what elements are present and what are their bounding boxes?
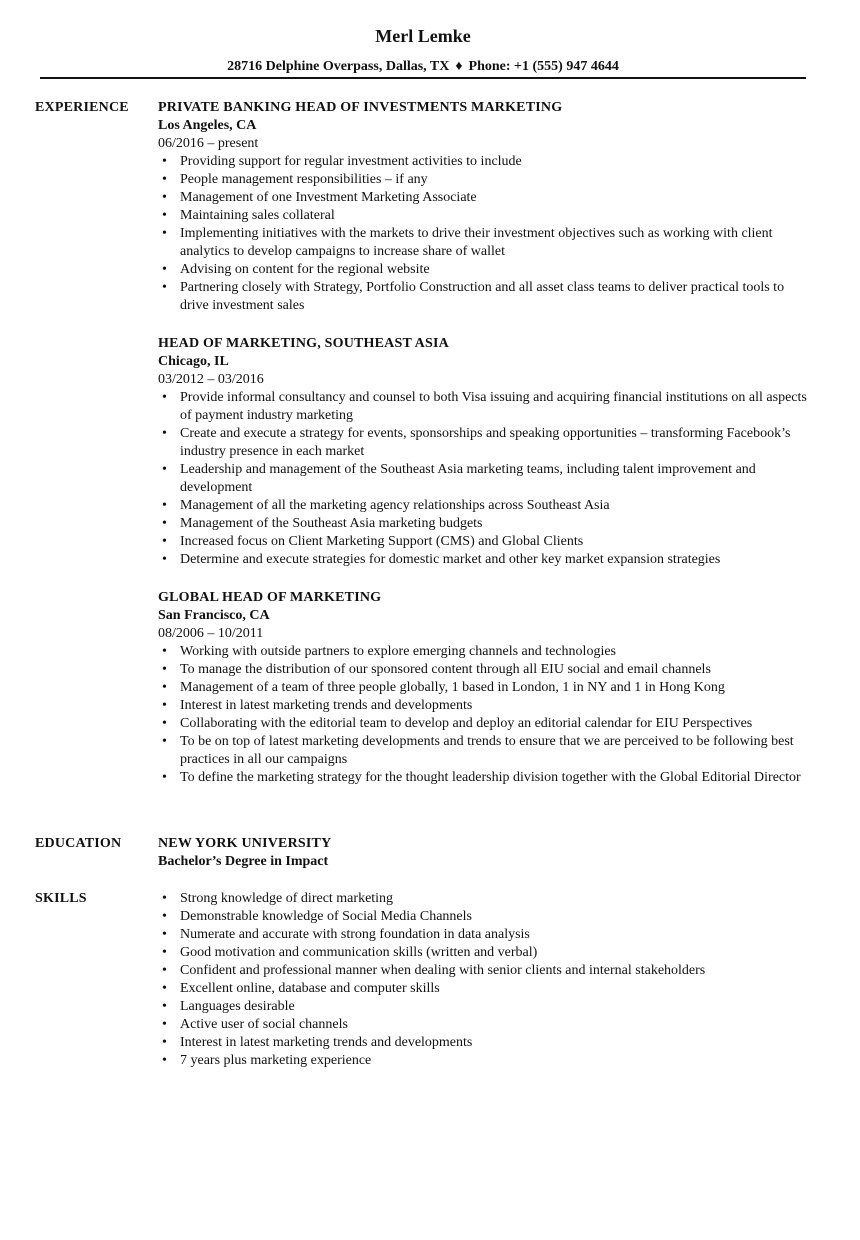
- list-item: [158, 998, 815, 1016]
- list-item: [158, 171, 815, 189]
- skill-text: Good motivation and communication skills (written and verbal): [180, 945, 538, 960]
- bullet-icon: •: [162, 909, 167, 924]
- job-title: HEAD OF MARKETING, SOUTHEAST ASIA: [158, 336, 449, 351]
- bullet-icon: •: [162, 462, 167, 477]
- list-item: [158, 643, 815, 661]
- experience-body: [158, 99, 815, 787]
- skill-text: Demonstrable knowledge of Social Media Channels: [180, 909, 472, 924]
- bullet-icon: •: [162, 734, 167, 749]
- list-item: [158, 769, 815, 787]
- list-item: [158, 497, 815, 515]
- list-item: [158, 661, 815, 679]
- bullet-icon: •: [162, 1053, 167, 1068]
- skill-text: Interest in latest marketing trends and developments: [180, 1035, 473, 1050]
- list-item: [158, 515, 815, 533]
- job-location: Los Angeles, CA: [158, 118, 257, 133]
- bullet-text: Working with outside partners to explore emerging channels and technologies: [180, 644, 617, 659]
- bullet-icon: •: [162, 999, 167, 1014]
- bullet-icon: •: [162, 963, 167, 978]
- bullet-icon: •: [162, 190, 167, 205]
- job-title: GLOBAL HEAD OF MARKETING: [158, 590, 382, 605]
- school-name: NEW YORK UNIVERSITY: [158, 836, 332, 851]
- address: 28716 Delphine Overpass, Dallas, TX: [227, 59, 450, 74]
- bullet-icon: •: [162, 516, 167, 531]
- list-item: [158, 1052, 815, 1070]
- bullet-icon: •: [162, 390, 167, 405]
- job-location: San Francisco, CA: [158, 608, 270, 623]
- skill-text: Strong knowledge of direct marketing: [180, 891, 394, 906]
- list-item: [158, 926, 815, 944]
- list-item: [158, 461, 815, 497]
- job-bullets: [158, 389, 815, 569]
- section-label-education: EDUCATION: [35, 836, 122, 851]
- list-item: [158, 1016, 815, 1034]
- skill-text: Numerate and accurate with strong foundation in data analysis: [180, 927, 530, 942]
- bullet-text: Interest in latest marketing trends and developments: [180, 698, 473, 713]
- list-item: [158, 697, 815, 715]
- bullet-text: Management of a team of three people globally, 1 based in London, 1 in NY and 1 in Hong Kong: [180, 680, 725, 695]
- bullet-text: Partnering closely with Strategy, Portfolio Construction and all asset class teams to deliver practical tools to drive investment sales: [180, 280, 785, 313]
- list-item: [158, 715, 815, 733]
- bullet-icon: •: [162, 498, 167, 513]
- bullet-text: To define the marketing strategy for the thought leadership division together with the Global Editorial Director: [180, 770, 801, 785]
- bullet-text: Management of all the marketing agency relationships across Southeast Asia: [180, 498, 610, 513]
- skill-text: Active user of social channels: [180, 1017, 348, 1032]
- bullet-text: Determine and execute strategies for domestic market and other key market expansion strategies: [180, 552, 721, 567]
- candidate-name: Merl Lemke: [375, 26, 471, 46]
- list-item: [158, 279, 815, 315]
- bullet-icon: •: [162, 280, 167, 295]
- education-section: [35, 835, 815, 871]
- resume-header: [0, 24, 846, 76]
- skills-section: [35, 890, 815, 1070]
- job-dates: 03/2012 – 03/2016: [158, 372, 264, 387]
- bullet-text: Maintaining sales collateral: [180, 208, 335, 223]
- bullet-text: Management of the Southeast Asia marketing budgets: [180, 516, 483, 531]
- list-item: [158, 890, 815, 908]
- bullet-icon: •: [162, 208, 167, 223]
- skill-text: Excellent online, database and computer skills: [180, 981, 440, 996]
- phone: Phone: +1 (555) 947 4644: [468, 59, 619, 74]
- bullet-icon: •: [162, 716, 167, 731]
- bullet-text: Increased focus on Client Marketing Support (CMS) and Global Clients: [180, 534, 584, 549]
- bullet-icon: •: [162, 945, 167, 960]
- bullet-icon: •: [162, 662, 167, 677]
- bullet-text: Create and execute a strategy for events, sponsorships and speaking opportunities – transforming Facebook’s industry presence in each market: [180, 426, 791, 459]
- list-item: [158, 207, 815, 225]
- list-item: [158, 980, 815, 998]
- bullet-icon: •: [162, 552, 167, 567]
- job-entry: [158, 335, 815, 569]
- bullet-text: Implementing initiatives with the markets to drive their investment objectives such as working with client analytics to develop campaigns to increase share of wallet: [180, 226, 773, 259]
- bullet-icon: •: [162, 1035, 167, 1050]
- list-item: [158, 225, 815, 261]
- job-location: Chicago, IL: [158, 354, 229, 369]
- job-title: PRIVATE BANKING HEAD OF INVESTMENTS MARKETING: [158, 100, 563, 115]
- list-item: [158, 261, 815, 279]
- skill-text: Confident and professional manner when dealing with senior clients and internal stakeholders: [180, 963, 706, 978]
- list-item: [158, 533, 815, 551]
- bullet-icon: •: [162, 172, 167, 187]
- bullet-icon: •: [162, 226, 167, 241]
- list-item: [158, 733, 815, 769]
- list-item: [158, 425, 815, 461]
- list-item: [158, 1034, 815, 1052]
- bullet-text: Collaborating with the editorial team to develop and deploy an editorial calendar for EIU Perspectives: [180, 716, 753, 731]
- job-dates: 06/2016 – present: [158, 136, 259, 151]
- list-item: [158, 679, 815, 697]
- bullet-text: Provide informal consultancy and counsel to both Visa issuing and acquiring financial institutions on all aspects of payment industry marketing: [180, 390, 807, 423]
- job-entry: [158, 589, 815, 787]
- bullet-icon: •: [162, 981, 167, 996]
- list-item: [158, 944, 815, 962]
- job-bullets: [158, 153, 815, 315]
- list-item: [158, 153, 815, 171]
- job-bullets: [158, 643, 815, 787]
- experience-section: [35, 99, 815, 787]
- bullet-icon: •: [162, 534, 167, 549]
- bullet-icon: •: [162, 644, 167, 659]
- bullet-text: Providing support for regular investment activities to include: [180, 154, 522, 169]
- bullet-text: Management of one Investment Marketing Associate: [180, 190, 477, 205]
- list-item: [158, 389, 815, 425]
- bullet-text: To manage the distribution of our sponsored content through all EIU social and email channels: [180, 662, 711, 677]
- contact-line: [0, 58, 846, 76]
- header-divider: [40, 77, 806, 79]
- list-item: [158, 962, 815, 980]
- bullet-icon: •: [162, 262, 167, 277]
- bullet-icon: •: [162, 891, 167, 906]
- section-label-skills: SKILLS: [35, 891, 87, 906]
- bullet-icon: •: [162, 426, 167, 441]
- job-entry: [158, 99, 815, 315]
- bullet-icon: •: [162, 680, 167, 695]
- degree: Bachelor’s Degree in Impact: [158, 854, 329, 869]
- section-label-experience: EXPERIENCE: [35, 100, 129, 115]
- list-item: [158, 189, 815, 207]
- bullet-text: People management responsibilities – if any: [180, 172, 428, 187]
- job-dates: 08/2006 – 10/2011: [158, 626, 264, 641]
- bullet-icon: •: [162, 770, 167, 785]
- diamond-separator-icon: ♦: [455, 59, 463, 74]
- bullet-icon: •: [162, 1017, 167, 1032]
- skills-list: [158, 890, 815, 1070]
- bullet-text: To be on top of latest marketing developments and trends to ensure that we are perceived to be following best practices in all our campaigns: [180, 734, 794, 767]
- list-item: [158, 551, 815, 569]
- bullet-text: Advising on content for the regional website: [180, 262, 430, 277]
- bullet-icon: •: [162, 698, 167, 713]
- bullet-icon: •: [162, 154, 167, 169]
- bullet-text: Leadership and management of the Southeast Asia marketing teams, including talent improvement and development: [180, 462, 756, 495]
- skill-text: Languages desirable: [180, 999, 295, 1014]
- skill-text: 7 years plus marketing experience: [180, 1053, 372, 1068]
- skills-body: [158, 890, 815, 1070]
- education-body: [158, 835, 815, 871]
- list-item: [158, 908, 815, 926]
- bullet-icon: •: [162, 927, 167, 942]
